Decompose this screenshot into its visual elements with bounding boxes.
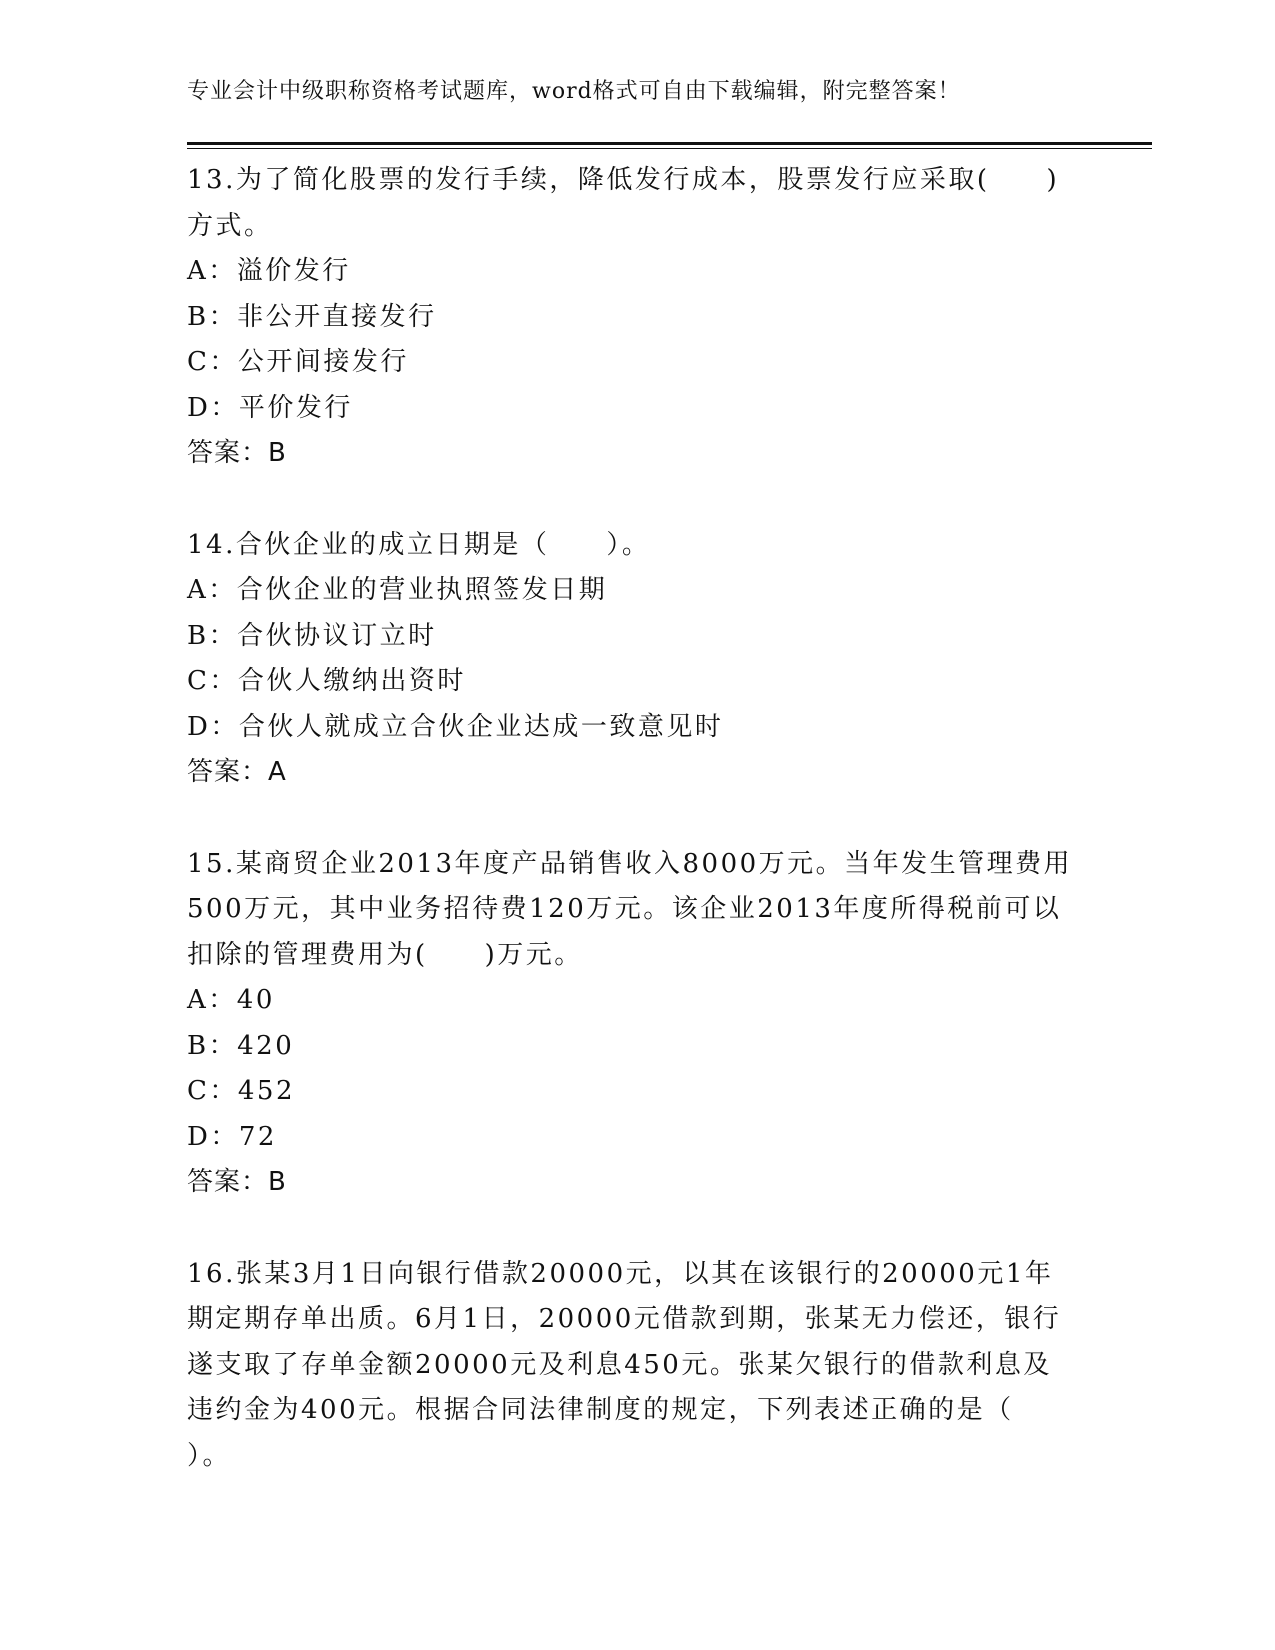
answer-label: 答案：B: [187, 438, 287, 468]
question-stem-line: 14.合伙企业的成立日期是（ ）。: [187, 529, 651, 560]
option-b: B：合伙协议订立时: [187, 620, 437, 651]
question-stem-line: 13.为了简化股票的发行手续，降低发行成本，股票发行应采取( ): [187, 165, 1060, 195]
question-list: [187, 158, 1087, 1479]
question-15: [187, 842, 1087, 1206]
option-a: A：合伙企业的营业执照签发日期: [187, 575, 608, 605]
question-stem-line: 16.张某3月1日向银行借款20000元，以其在该银行的20000元1年: [187, 1258, 1054, 1289]
option-d: D：72: [187, 1121, 277, 1152]
option-b: B：420: [187, 1030, 295, 1061]
question-stem-line: 扣除的管理费用为( )万元。: [187, 939, 583, 970]
question-spacer: [187, 477, 1087, 523]
question-stem-line: 遂支取了存单金额20000元及利息450元。张某欠银行的借款利息及: [187, 1349, 1052, 1380]
option-a: A：40: [187, 985, 275, 1015]
question-spacer: [187, 796, 1087, 842]
question-spacer: [187, 1206, 1087, 1252]
question-stem-line: 违约金为400元。根据合同法律制度的规定，下列表述正确的是（: [187, 1395, 1014, 1425]
question-stem-line: 期定期存单出质。6月1日，20000元借款到期，张某无力偿还，银行: [187, 1304, 1062, 1334]
question-stem-line: 500万元，其中业务招待费120万元。该企业2013年度所得税前可以: [187, 894, 1062, 924]
header-divider-thin: [187, 148, 1152, 149]
option-b: B：非公开直接发行: [187, 301, 437, 332]
option-c: C：公开间接发行: [187, 347, 409, 377]
option-c: C：合伙人缴纳出资时: [187, 666, 466, 696]
question-13: [187, 158, 1087, 477]
question-16: [187, 1252, 1087, 1480]
answer-label: 答案：B: [187, 1167, 287, 1197]
question-stem-line: 15.某商贸企业2013年度产品销售收入8000万元。当年发生管理费用: [187, 848, 1073, 879]
option-d: D：平价发行: [187, 392, 353, 423]
header-divider-thick: [187, 142, 1152, 145]
question-14: [187, 523, 1087, 796]
answer-label: 答案：A: [187, 757, 287, 787]
question-stem-line: 方式。: [187, 210, 273, 241]
option-d: D：合伙人就成立合伙企业达成一致意见时: [187, 711, 724, 742]
option-c: C：452: [187, 1076, 296, 1106]
page-header: 专业会计中级职称资格考试题库，word格式可自由下载编辑，附完整答案！: [187, 79, 961, 104]
option-a: A：溢价发行: [187, 256, 351, 286]
question-stem-line: ）。: [187, 1440, 232, 1471]
